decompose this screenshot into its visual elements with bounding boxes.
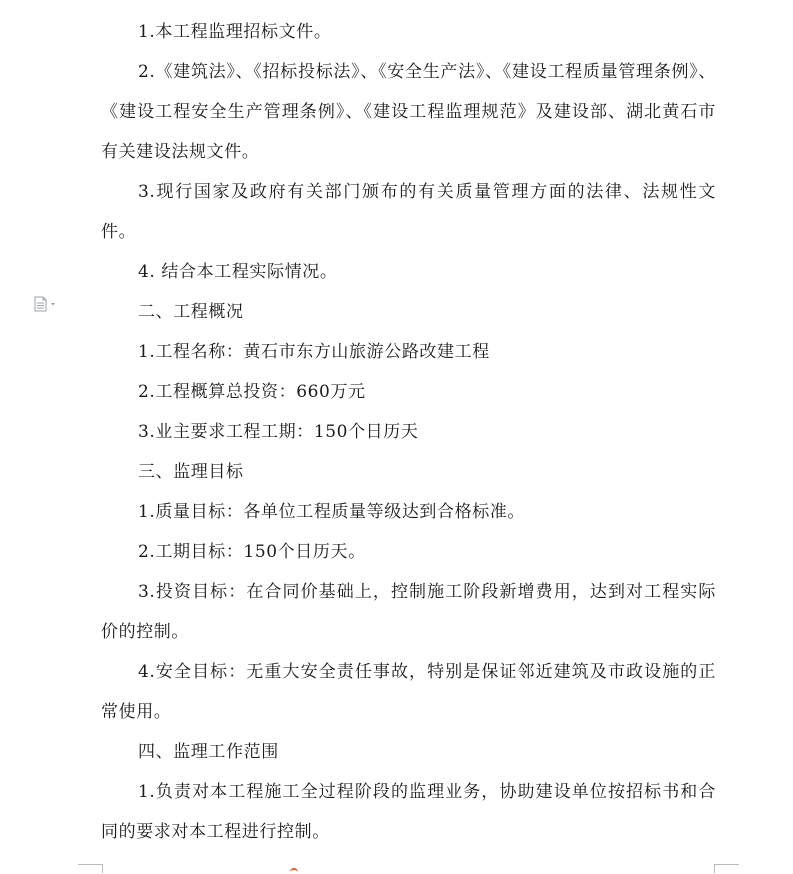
- document-icon: [33, 296, 63, 312]
- paragraph-schedule-goal: 2.工期目标：150个日历天。: [138, 542, 366, 562]
- paragraph-basis-4: 4. 结合本工程实际情况。: [138, 262, 338, 282]
- spellcheck-mark: [290, 868, 298, 874]
- section-heading-overview: 二、工程概况: [138, 302, 244, 322]
- paragraph-basis-1: 1.本工程监理招标文件。: [138, 22, 332, 42]
- paragraph-investment-goal: 3.投资目标：在合同价基础上，控制施工阶段新增费用，达到对工程实际价的控制。: [101, 582, 716, 642]
- paragraph-basis-3: 3.现行国家及政府有关部门颁布的有关质量管理方面的法律、法规性文件。: [101, 182, 716, 242]
- paragraph-safety-goal: 4.安全目标：无重大安全责任事故，特别是保证邻近建筑及市政设施的正常使用。: [101, 662, 716, 722]
- section-heading-scope: 四、监理工作范围: [138, 742, 279, 762]
- paragraph-quality-goal: 1.质量目标：各单位工程质量等级达到合格标准。: [138, 502, 526, 522]
- paragraph-scope-1: 1.负责对本工程施工全过程阶段的监理业务，协助建设单位按招标书和合同的要求对本工程进行控制。: [101, 782, 716, 842]
- paragraph-options-button[interactable]: [33, 296, 63, 312]
- paragraph-project-investment: 2.工程概算总投资：660万元: [138, 382, 366, 402]
- paragraph-basis-2: 2.《建筑法》、《招标投标法》、《安全生产法》、《建设工程质量管理条例》、《建设工程安全生产管理条例》、《建设工程监理规范》及建设部、湖北黄石市有关建设法规文件。: [101, 62, 716, 162]
- section-heading-goals: 三、监理目标: [138, 462, 244, 482]
- paragraph-project-duration: 3.业主要求工程工期：150个日历天: [138, 422, 419, 442]
- paragraph-project-name: 1.工程名称：黄石市东方山旅游公路改建工程: [138, 342, 490, 362]
